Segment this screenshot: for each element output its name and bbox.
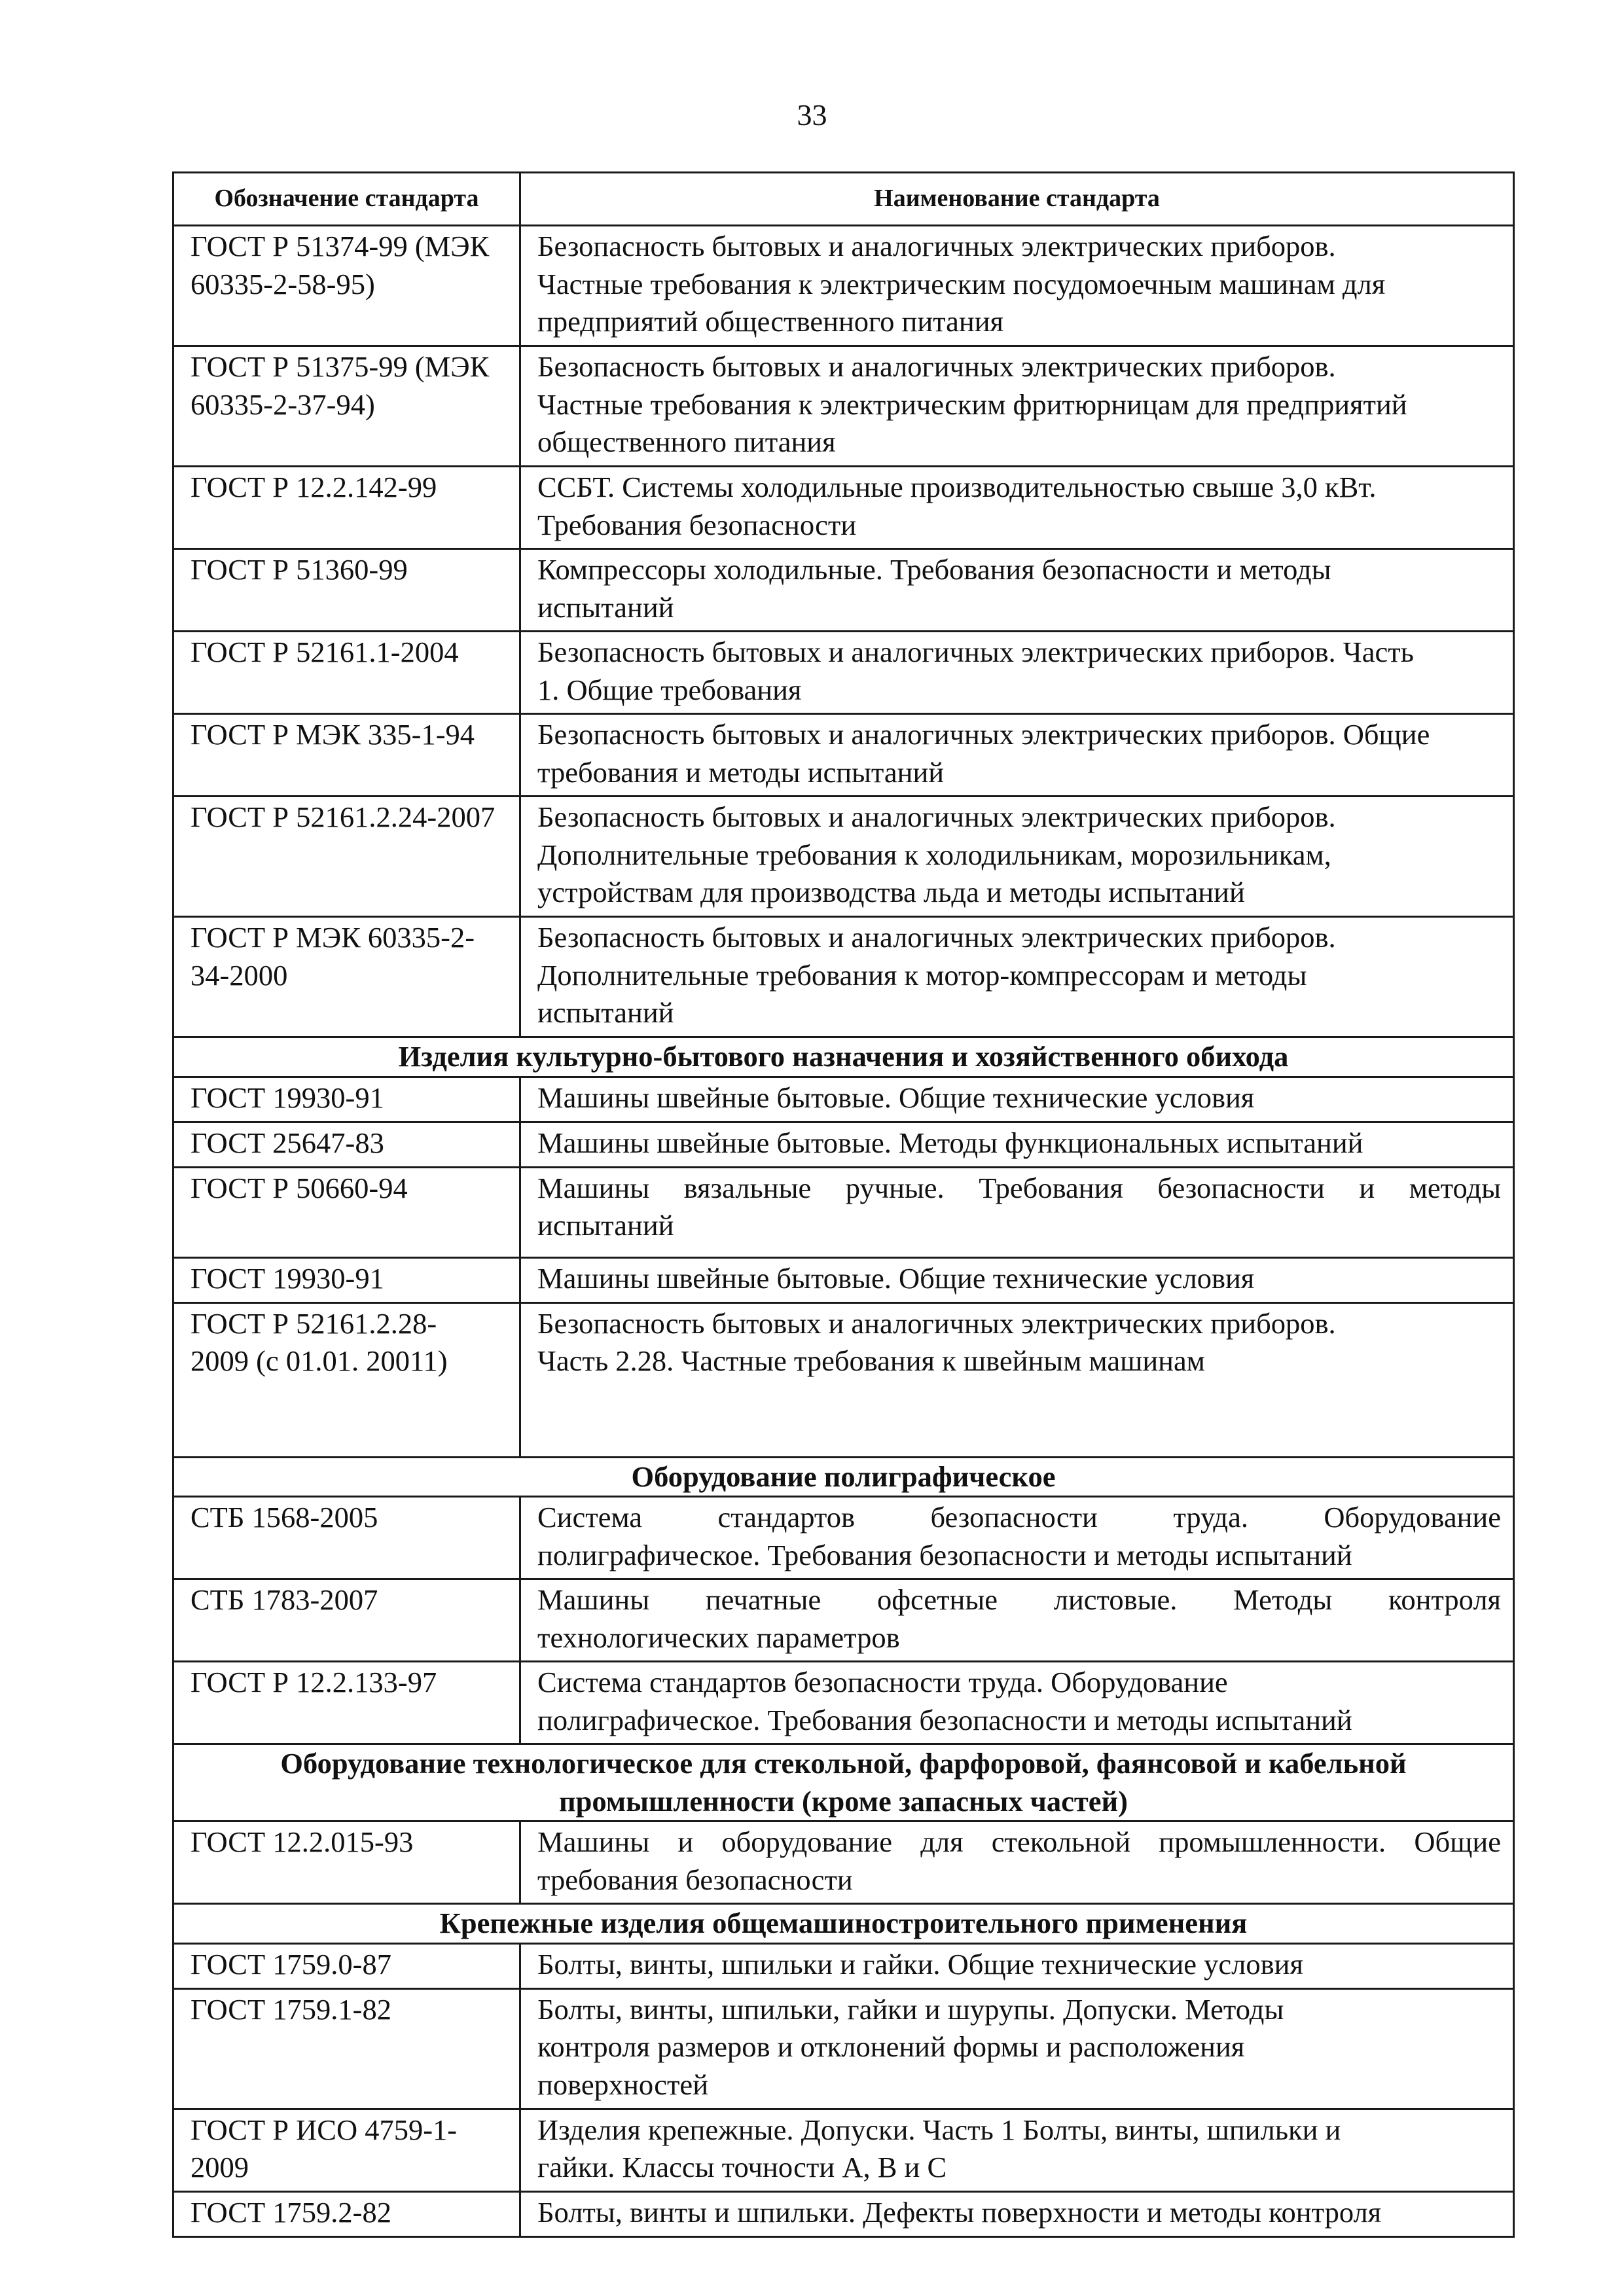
standard-code: ГОСТ 1759.1-82	[173, 1988, 520, 2109]
standard-name: Болты, винты и шпильки. Дефекты поверхности и методы контроля	[520, 2191, 1514, 2236]
table-row	[173, 1579, 1514, 1662]
table-row	[173, 1943, 1514, 1988]
table-row	[173, 467, 1514, 549]
standard-name: Болты, винты, шпильки и гайки. Общие технические условия	[520, 1943, 1514, 1988]
standard-code: ГОСТ Р МЭК 335-1-94	[173, 714, 520, 797]
standard-name: Безопасность бытовых и аналогичных электрических приборов. Дополнительные требования к мотор-компрессорам и методы испытаний	[520, 917, 1514, 1037]
table-row	[173, 1497, 1514, 1579]
standard-name-line: Машины печатные офсетные листовые. Методы контроля	[537, 1583, 1501, 1616]
table-row	[173, 632, 1514, 714]
standard-name: Безопасность бытовых и аналогичных электрических приборов. Частные требования к электрическим посудомоечным машинам для предприятий общественного питания	[520, 226, 1514, 346]
column-header-name: Наименование стандарта	[520, 173, 1514, 226]
section-title: Изделия культурно-бытового назначения и хозяйственного обихода	[173, 1037, 1514, 1077]
page-number: 33	[797, 98, 827, 132]
section-row	[173, 1904, 1514, 1944]
table-row	[173, 1302, 1514, 1457]
standard-code: ГОСТ 12.2.015-93	[173, 1821, 520, 1904]
standard-code: ГОСТ Р 51375-99 (МЭК 60335-2-37-94)	[173, 346, 520, 467]
table-body	[173, 226, 1514, 2237]
standard-name-line: технологических параметров	[537, 1621, 900, 1654]
standard-name-line: полиграфическое. Требования безопасности и методы испытаний	[537, 1538, 1352, 1571]
standard-code: ГОСТ 25647-83	[173, 1122, 520, 1167]
table-row	[173, 1167, 1514, 1257]
standard-name: Безопасность бытовых и аналогичных электрических приборов. Дополнительные требования к холодильникам, морозильникам, устройствам для производства льда и методы испытаний	[520, 797, 1514, 917]
standard-code: ГОСТ Р 52161.1-2004	[173, 632, 520, 714]
standard-name: Компрессоры холодильные. Требования безопасности и методы испытаний	[520, 549, 1514, 632]
table-row	[173, 1662, 1514, 1744]
standard-name: ССБТ. Системы холодильные производительностью свыше 3,0 кВт. Требования безопасности	[520, 467, 1514, 549]
standard-name-line: испытаний	[537, 1209, 674, 1242]
standard-code: ГОСТ Р 12.2.133-97	[173, 1662, 520, 1744]
standard-code: ГОСТ 1759.0-87	[173, 1943, 520, 1988]
standard-name: Система стандартов безопасности труда. Оборудование полиграфическое. Требования безопасности и методы испытаний	[520, 1662, 1514, 1744]
standard-code: ГОСТ Р 52161.2.24-2007	[173, 797, 520, 917]
table-row	[173, 226, 1514, 346]
standard-name: Машины швейные бытовые. Общие технические условия	[520, 1257, 1514, 1302]
table-row	[173, 797, 1514, 917]
table-row	[173, 346, 1514, 467]
standard-code: ГОСТ 1759.2-82	[173, 2191, 520, 2236]
standard-name: Машины швейные бытовые. Общие технические условия	[520, 1077, 1514, 1122]
table-row	[173, 1257, 1514, 1302]
table-row	[173, 1077, 1514, 1122]
standard-name	[520, 1579, 1514, 1662]
table-row	[173, 2109, 1514, 2191]
standard-name-line: Машины и оборудование для стекольной промышленности. Общие	[537, 1825, 1501, 1858]
section-row	[173, 1744, 1514, 1821]
section-title: Крепежные изделия общемашиностроительного применения	[173, 1904, 1514, 1944]
standard-code: ГОСТ 19930-91	[173, 1077, 520, 1122]
table-row	[173, 1821, 1514, 1904]
standard-name: Болты, винты, шпильки, гайки и шурупы. Допуски. Методы контроля размеров и отклонений формы и расположения поверхностей	[520, 1988, 1514, 2109]
standard-name	[520, 1167, 1514, 1257]
standard-name-line: Система стандартов безопасности труда. Оборудование	[537, 1501, 1501, 1534]
table-row	[173, 1122, 1514, 1167]
standard-code: СТБ 1568-2005	[173, 1497, 520, 1579]
standard-name-line: требования безопасности	[537, 1863, 853, 1896]
standard-code: ГОСТ Р МЭК 60335-2- 34-2000	[173, 917, 520, 1037]
table-row	[173, 917, 1514, 1037]
section-row	[173, 1457, 1514, 1497]
standard-code: ГОСТ Р 52161.2.28- 2009 (с 01.01. 20011)	[173, 1302, 520, 1457]
standard-code: ГОСТ Р 51374-99 (МЭК 60335-2-58-95)	[173, 226, 520, 346]
standard-name: Безопасность бытовых и аналогичных электрических приборов. Частные требования к электрическим фритюрницам для предприятий общественного питания	[520, 346, 1514, 467]
standard-name: Безопасность бытовых и аналогичных электрических приборов. Общие требования и методы испытаний	[520, 714, 1514, 797]
table-row	[173, 714, 1514, 797]
standard-name: Изделия крепежные. Допуски. Часть 1 Болты, винты, шпильки и гайки. Классы точности А, В и С	[520, 2109, 1514, 2191]
section-title: Оборудование технологическое для стекольной, фарфоровой, фаянсовой и кабельной промышленности (кроме запасных частей)	[173, 1744, 1514, 1821]
standards-table	[172, 171, 1515, 2238]
standard-name: Машины швейные бытовые. Методы функциональных испытаний	[520, 1122, 1514, 1167]
table-row	[173, 549, 1514, 632]
standard-code: ГОСТ 19930-91	[173, 1257, 520, 1302]
standard-code: ГОСТ Р ИСО 4759-1- 2009	[173, 2109, 520, 2191]
section-title: Оборудование полиграфическое	[173, 1457, 1514, 1497]
column-header-designation: Обозначение стандарта	[173, 173, 520, 226]
standard-code: СТБ 1783-2007	[173, 1579, 520, 1662]
standard-name	[520, 1821, 1514, 1904]
section-row	[173, 1037, 1514, 1077]
table-row	[173, 1988, 1514, 2109]
standard-name	[520, 1497, 1514, 1579]
standard-code: ГОСТ Р 51360-99	[173, 549, 520, 632]
table-header-row	[173, 173, 1514, 226]
standard-name: Безопасность бытовых и аналогичных электрических приборов. Часть 2.28. Частные требования к швейным машинам	[520, 1302, 1514, 1457]
standard-name: Безопасность бытовых и аналогичных электрических приборов. Часть 1. Общие требования	[520, 632, 1514, 714]
standard-code: ГОСТ Р 12.2.142-99	[173, 467, 520, 549]
table-row	[173, 2191, 1514, 2236]
standard-name-line: Машины вязальные ручные. Требования безопасности и методы	[537, 1171, 1501, 1204]
standard-code: ГОСТ Р 50660-94	[173, 1167, 520, 1257]
